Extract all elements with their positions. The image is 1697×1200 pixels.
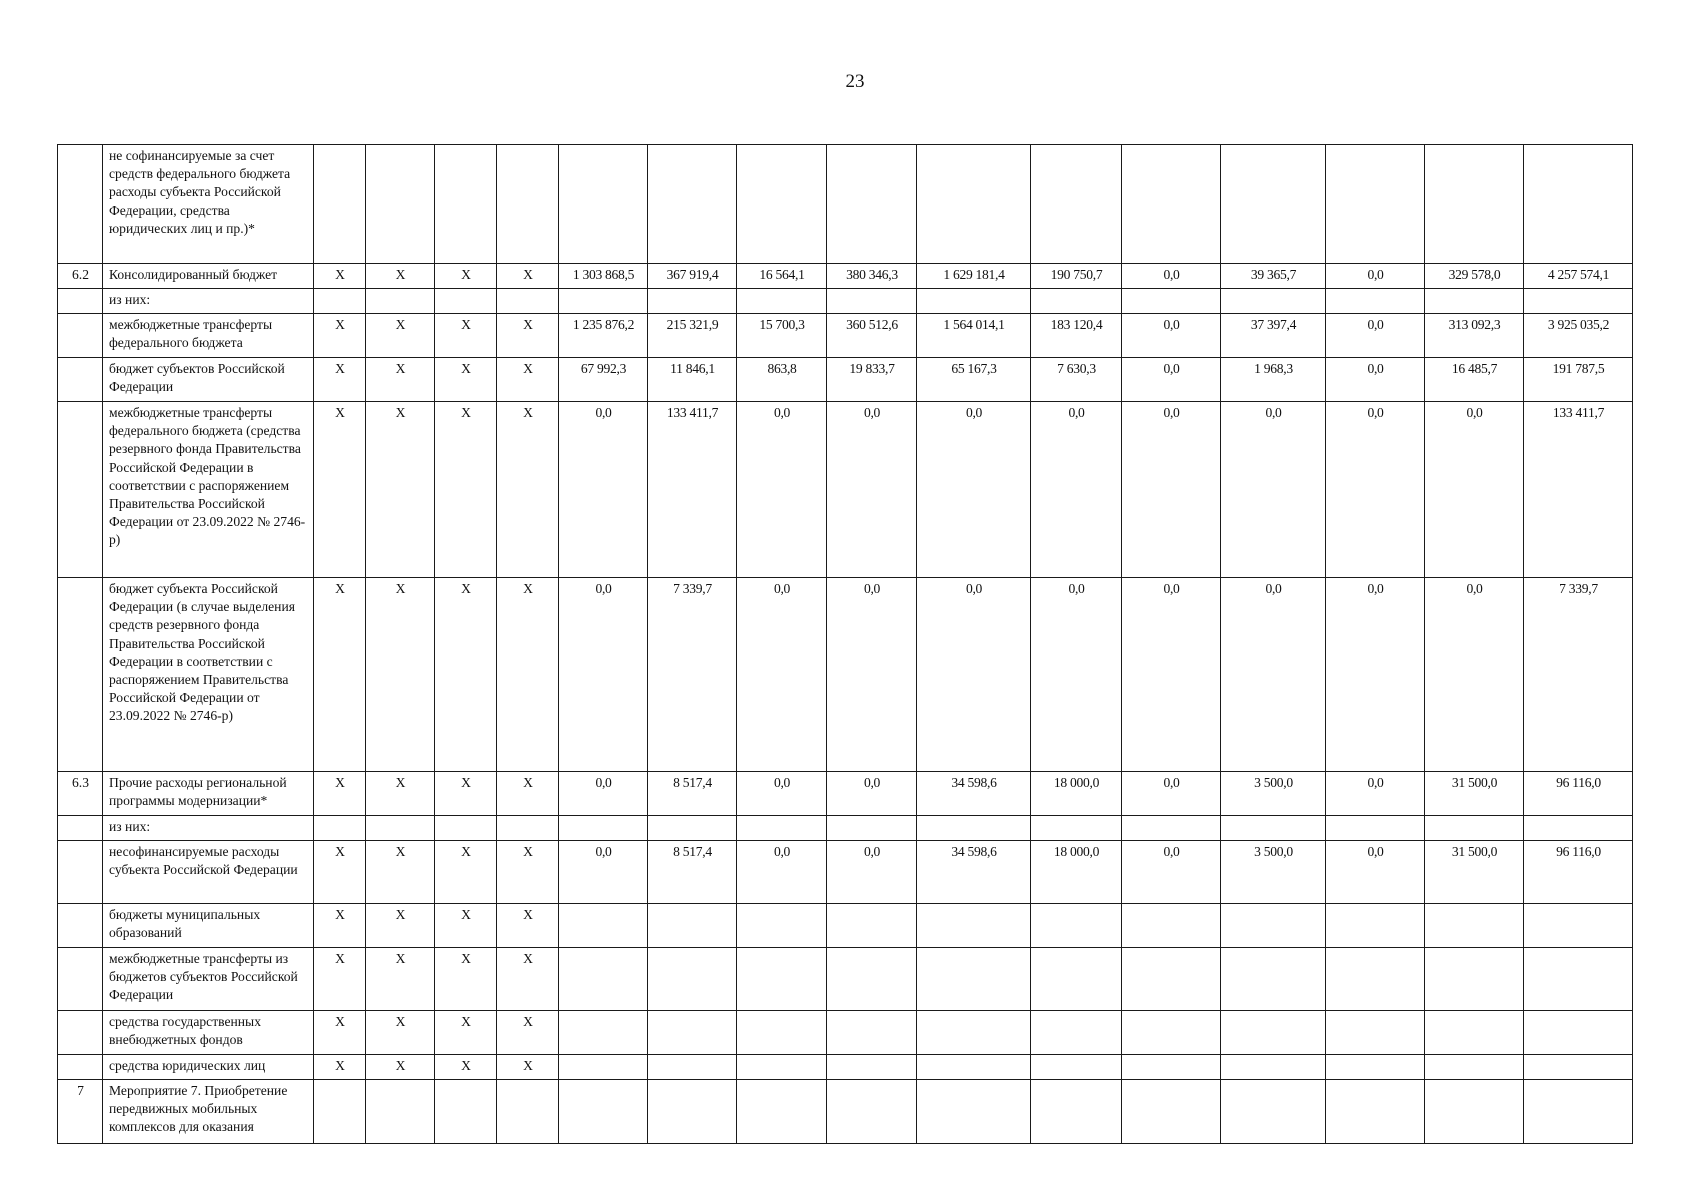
value-cell: 329 578,0 — [1425, 264, 1524, 289]
value-cell — [559, 1080, 648, 1144]
marker-cell: X — [435, 402, 497, 578]
value-cell: 0,0 — [827, 841, 917, 904]
value-cell: 15 700,3 — [737, 314, 827, 358]
marker-cell: X — [497, 1055, 559, 1080]
value-cell: 0,0 — [1031, 402, 1122, 578]
value-cell — [648, 145, 737, 264]
marker-cell: X — [314, 358, 366, 402]
value-cell: 0,0 — [1122, 264, 1221, 289]
value-cell — [1425, 145, 1524, 264]
table-row — [58, 904, 1633, 948]
value-cell: 190 750,7 — [1031, 264, 1122, 289]
row-name-cell: из них: — [103, 816, 314, 841]
value-cell — [737, 1080, 827, 1144]
value-cell: 16 564,1 — [737, 264, 827, 289]
marker-cell: X — [497, 578, 559, 772]
value-cell: 0,0 — [1326, 264, 1425, 289]
marker-cell: X — [497, 264, 559, 289]
value-cell — [917, 289, 1031, 314]
row-name-cell: Мероприятие 7. Приобретение передвижных мобильных комплексов для оказания — [103, 1080, 314, 1144]
value-cell — [1326, 289, 1425, 314]
marker-cell: X — [497, 772, 559, 816]
value-cell: 37 397,4 — [1221, 314, 1326, 358]
row-number-cell: 6.2 — [58, 264, 103, 289]
row-name-cell: не софинансируемые за счет средств федерального бюджета расходы субъекта Российской Федерации, средства юридических лиц и пр.)* — [103, 145, 314, 264]
value-cell: 0,0 — [559, 402, 648, 578]
value-cell — [1221, 1055, 1326, 1080]
value-cell — [827, 1011, 917, 1055]
marker-cell: X — [314, 578, 366, 772]
value-cell: 367 919,4 — [648, 264, 737, 289]
value-cell — [1031, 816, 1122, 841]
row-name-cell: межбюджетные трансферты из бюджетов субъектов Российской Федерации — [103, 948, 314, 1011]
value-cell: 0,0 — [559, 841, 648, 904]
value-cell — [1425, 1080, 1524, 1144]
marker-cell: X — [497, 1011, 559, 1055]
value-cell — [917, 948, 1031, 1011]
value-cell: 65 167,3 — [917, 358, 1031, 402]
value-cell: 11 846,1 — [648, 358, 737, 402]
value-cell: 19 833,7 — [827, 358, 917, 402]
marker-cell: X — [497, 948, 559, 1011]
value-cell: 0,0 — [1122, 841, 1221, 904]
value-cell — [1122, 1055, 1221, 1080]
value-cell — [1524, 948, 1633, 1011]
marker-cell: X — [366, 264, 435, 289]
value-cell — [917, 1080, 1031, 1144]
value-cell — [737, 145, 827, 264]
value-cell — [1425, 289, 1524, 314]
value-cell: 313 092,3 — [1425, 314, 1524, 358]
value-cell: 31 500,0 — [1425, 772, 1524, 816]
row-number-cell — [58, 402, 103, 578]
row-number-cell — [58, 145, 103, 264]
value-cell: 0,0 — [1326, 314, 1425, 358]
value-cell — [1326, 1011, 1425, 1055]
row-number-cell: 7 — [58, 1080, 103, 1144]
value-cell: 3 925 035,2 — [1524, 314, 1633, 358]
value-cell: 7 339,7 — [1524, 578, 1633, 772]
marker-cell: X — [314, 904, 366, 948]
row-name-cell: несофинансируемые расходы субъекта Российской Федерации — [103, 841, 314, 904]
row-number-cell — [58, 578, 103, 772]
value-cell: 863,8 — [737, 358, 827, 402]
value-cell — [1326, 1055, 1425, 1080]
table-row — [58, 816, 1633, 841]
marker-cell: X — [314, 1011, 366, 1055]
row-number-cell: 6.3 — [58, 772, 103, 816]
row-name-cell: бюджет субъекта Российской Федерации (в случае выделения средств резервного фонда Правительства Российской Федерации в соответствии с распоряжением Правительства Российской Федерации от 23.09.2022 № 2746-р) — [103, 578, 314, 772]
table-row — [58, 264, 1633, 289]
value-cell — [737, 1055, 827, 1080]
marker-cell: X — [314, 948, 366, 1011]
value-cell — [827, 816, 917, 841]
value-cell: 96 116,0 — [1524, 841, 1633, 904]
value-cell: 3 500,0 — [1221, 772, 1326, 816]
value-cell — [648, 904, 737, 948]
value-cell: 0,0 — [1326, 578, 1425, 772]
value-cell — [559, 289, 648, 314]
marker-cell — [366, 289, 435, 314]
value-cell — [1221, 904, 1326, 948]
value-cell — [1031, 948, 1122, 1011]
marker-cell: X — [435, 578, 497, 772]
marker-cell — [366, 145, 435, 264]
marker-cell: X — [497, 904, 559, 948]
table-row — [58, 772, 1633, 816]
value-cell — [559, 145, 648, 264]
value-cell: 7 630,3 — [1031, 358, 1122, 402]
marker-cell — [366, 1080, 435, 1144]
value-cell: 1 303 868,5 — [559, 264, 648, 289]
value-cell: 0,0 — [1122, 772, 1221, 816]
value-cell — [1326, 816, 1425, 841]
value-cell — [648, 1011, 737, 1055]
value-cell — [1524, 1011, 1633, 1055]
value-cell — [1425, 1011, 1524, 1055]
value-cell — [1031, 1011, 1122, 1055]
marker-cell: X — [366, 358, 435, 402]
table-row — [58, 1080, 1633, 1144]
value-cell — [1221, 1011, 1326, 1055]
value-cell — [559, 816, 648, 841]
marker-cell — [497, 145, 559, 264]
marker-cell — [366, 816, 435, 841]
row-name-cell: из них: — [103, 289, 314, 314]
row-name-cell: бюджеты муниципальных образований — [103, 904, 314, 948]
value-cell: 0,0 — [1425, 402, 1524, 578]
value-cell: 0,0 — [737, 772, 827, 816]
value-cell — [559, 1055, 648, 1080]
value-cell: 1 564 014,1 — [917, 314, 1031, 358]
value-cell — [917, 904, 1031, 948]
value-cell: 0,0 — [1326, 841, 1425, 904]
value-cell — [1122, 289, 1221, 314]
value-cell — [737, 904, 827, 948]
page-number: 23 — [845, 71, 865, 92]
value-cell: 0,0 — [1326, 402, 1425, 578]
value-cell: 0,0 — [1221, 578, 1326, 772]
budget-table — [57, 144, 1633, 1144]
table-row — [58, 358, 1633, 402]
value-cell — [1425, 1055, 1524, 1080]
marker-cell: X — [366, 948, 435, 1011]
value-cell: 0,0 — [559, 578, 648, 772]
marker-cell: X — [497, 841, 559, 904]
value-cell — [1031, 1055, 1122, 1080]
row-number-cell — [58, 904, 103, 948]
value-cell — [917, 1055, 1031, 1080]
value-cell: 18 000,0 — [1031, 841, 1122, 904]
value-cell — [827, 145, 917, 264]
value-cell — [1524, 816, 1633, 841]
value-cell: 1 629 181,4 — [917, 264, 1031, 289]
value-cell — [917, 816, 1031, 841]
marker-cell — [314, 289, 366, 314]
value-cell: 31 500,0 — [1425, 841, 1524, 904]
value-cell — [1122, 1080, 1221, 1144]
marker-cell: X — [435, 264, 497, 289]
table-row — [58, 948, 1633, 1011]
marker-cell — [314, 816, 366, 841]
value-cell — [1425, 948, 1524, 1011]
value-cell — [1326, 145, 1425, 264]
value-cell — [1326, 1080, 1425, 1144]
value-cell: 0,0 — [1122, 358, 1221, 402]
value-cell: 34 598,6 — [917, 772, 1031, 816]
table-row — [58, 402, 1633, 578]
value-cell: 0,0 — [1326, 772, 1425, 816]
value-cell: 0,0 — [1122, 578, 1221, 772]
value-cell: 215 321,9 — [648, 314, 737, 358]
marker-cell: X — [314, 841, 366, 904]
value-cell — [737, 1011, 827, 1055]
table-row — [58, 314, 1633, 358]
value-cell: 360 512,6 — [827, 314, 917, 358]
value-cell: 380 346,3 — [827, 264, 917, 289]
value-cell — [1221, 1080, 1326, 1144]
value-cell — [1524, 1055, 1633, 1080]
marker-cell: X — [314, 314, 366, 358]
value-cell — [737, 948, 827, 1011]
value-cell — [1524, 1080, 1633, 1144]
row-name-cell: межбюджетные трансферты федерального бюджета (средства резервного фонда Правительства Российской Федерации в соответствии с распоряжением Правительства Российской Федерации от 23.09.2022 № 2746-р) — [103, 402, 314, 578]
marker-cell: X — [497, 358, 559, 402]
value-cell — [1031, 1080, 1122, 1144]
marker-cell: X — [366, 1011, 435, 1055]
marker-cell — [435, 289, 497, 314]
value-cell — [1425, 904, 1524, 948]
value-cell: 0,0 — [1122, 314, 1221, 358]
row-number-cell — [58, 1011, 103, 1055]
value-cell — [1122, 816, 1221, 841]
value-cell: 3 500,0 — [1221, 841, 1326, 904]
value-cell: 0,0 — [737, 402, 827, 578]
value-cell — [1122, 948, 1221, 1011]
value-cell: 8 517,4 — [648, 841, 737, 904]
value-cell: 39 365,7 — [1221, 264, 1326, 289]
value-cell: 0,0 — [827, 402, 917, 578]
value-cell: 18 000,0 — [1031, 772, 1122, 816]
marker-cell: X — [435, 841, 497, 904]
row-name-cell: средства государственных внебюджетных фондов — [103, 1011, 314, 1055]
value-cell: 34 598,6 — [917, 841, 1031, 904]
value-cell: 0,0 — [827, 578, 917, 772]
row-number-cell — [58, 314, 103, 358]
row-number-cell — [58, 841, 103, 904]
value-cell — [1326, 948, 1425, 1011]
value-cell — [1221, 816, 1326, 841]
value-cell: 67 992,3 — [559, 358, 648, 402]
value-cell — [917, 1011, 1031, 1055]
value-cell — [1524, 145, 1633, 264]
marker-cell — [497, 816, 559, 841]
row-number-cell — [58, 358, 103, 402]
marker-cell — [497, 289, 559, 314]
marker-cell: X — [435, 904, 497, 948]
marker-cell — [314, 145, 366, 264]
value-cell — [1221, 145, 1326, 264]
table-row — [58, 578, 1633, 772]
row-number-cell — [58, 948, 103, 1011]
value-cell: 4 257 574,1 — [1524, 264, 1633, 289]
value-cell: 0,0 — [1326, 358, 1425, 402]
marker-cell: X — [314, 402, 366, 578]
value-cell: 7 339,7 — [648, 578, 737, 772]
value-cell — [827, 1080, 917, 1144]
value-cell: 96 116,0 — [1524, 772, 1633, 816]
marker-cell: X — [435, 358, 497, 402]
table-row — [58, 289, 1633, 314]
marker-cell: X — [366, 1055, 435, 1080]
value-cell: 0,0 — [917, 402, 1031, 578]
marker-cell: X — [497, 402, 559, 578]
value-cell — [1221, 948, 1326, 1011]
marker-cell: X — [366, 904, 435, 948]
table-row — [58, 1011, 1633, 1055]
value-cell: 0,0 — [1122, 402, 1221, 578]
value-cell — [1031, 145, 1122, 264]
marker-cell: X — [497, 314, 559, 358]
row-number-cell — [58, 1055, 103, 1080]
value-cell — [559, 1011, 648, 1055]
marker-cell: X — [435, 948, 497, 1011]
row-name-cell: Прочие расходы региональной программы модернизации* — [103, 772, 314, 816]
value-cell — [1122, 904, 1221, 948]
value-cell: 0,0 — [559, 772, 648, 816]
marker-cell: X — [366, 402, 435, 578]
marker-cell: X — [314, 1055, 366, 1080]
value-cell — [737, 289, 827, 314]
value-cell — [648, 1055, 737, 1080]
value-cell — [1031, 904, 1122, 948]
value-cell — [1524, 904, 1633, 948]
value-cell: 133 411,7 — [1524, 402, 1633, 578]
value-cell — [827, 289, 917, 314]
value-cell: 0,0 — [737, 578, 827, 772]
value-cell — [1425, 816, 1524, 841]
marker-cell: X — [366, 841, 435, 904]
value-cell: 16 485,7 — [1425, 358, 1524, 402]
marker-cell — [497, 1080, 559, 1144]
row-name-cell: бюджет субъектов Российской Федерации — [103, 358, 314, 402]
value-cell — [827, 948, 917, 1011]
value-cell — [827, 904, 917, 948]
value-cell — [648, 816, 737, 841]
value-cell: 0,0 — [827, 772, 917, 816]
value-cell: 191 787,5 — [1524, 358, 1633, 402]
value-cell — [1031, 289, 1122, 314]
row-name-cell: Консолидированный бюджет — [103, 264, 314, 289]
value-cell: 0,0 — [737, 841, 827, 904]
value-cell — [737, 816, 827, 841]
value-cell — [559, 948, 648, 1011]
value-cell — [1221, 289, 1326, 314]
value-cell — [648, 948, 737, 1011]
row-number-cell — [58, 816, 103, 841]
table-row — [58, 841, 1633, 904]
marker-cell: X — [435, 314, 497, 358]
row-name-cell: средства юридических лиц — [103, 1055, 314, 1080]
marker-cell: X — [366, 314, 435, 358]
value-cell — [917, 145, 1031, 264]
value-cell: 0,0 — [917, 578, 1031, 772]
value-cell: 183 120,4 — [1031, 314, 1122, 358]
marker-cell: X — [435, 772, 497, 816]
value-cell — [1326, 904, 1425, 948]
marker-cell: X — [314, 264, 366, 289]
marker-cell: X — [435, 1011, 497, 1055]
value-cell — [648, 1080, 737, 1144]
value-cell: 0,0 — [1031, 578, 1122, 772]
value-cell — [1122, 145, 1221, 264]
marker-cell — [435, 816, 497, 841]
marker-cell: X — [366, 772, 435, 816]
marker-cell — [435, 145, 497, 264]
marker-cell — [314, 1080, 366, 1144]
value-cell — [1122, 1011, 1221, 1055]
value-cell — [827, 1055, 917, 1080]
table-row — [58, 1055, 1633, 1080]
value-cell — [559, 904, 648, 948]
value-cell: 0,0 — [1221, 402, 1326, 578]
row-name-cell: межбюджетные трансферты федерального бюджета — [103, 314, 314, 358]
value-cell — [1524, 289, 1633, 314]
value-cell: 1 235 876,2 — [559, 314, 648, 358]
value-cell: 0,0 — [1425, 578, 1524, 772]
budget-table-body — [58, 145, 1633, 1144]
value-cell: 1 968,3 — [1221, 358, 1326, 402]
marker-cell: X — [314, 772, 366, 816]
value-cell — [648, 289, 737, 314]
marker-cell: X — [435, 1055, 497, 1080]
marker-cell — [435, 1080, 497, 1144]
table-row — [58, 145, 1633, 264]
row-number-cell — [58, 289, 103, 314]
marker-cell: X — [366, 578, 435, 772]
value-cell: 8 517,4 — [648, 772, 737, 816]
value-cell: 133 411,7 — [648, 402, 737, 578]
